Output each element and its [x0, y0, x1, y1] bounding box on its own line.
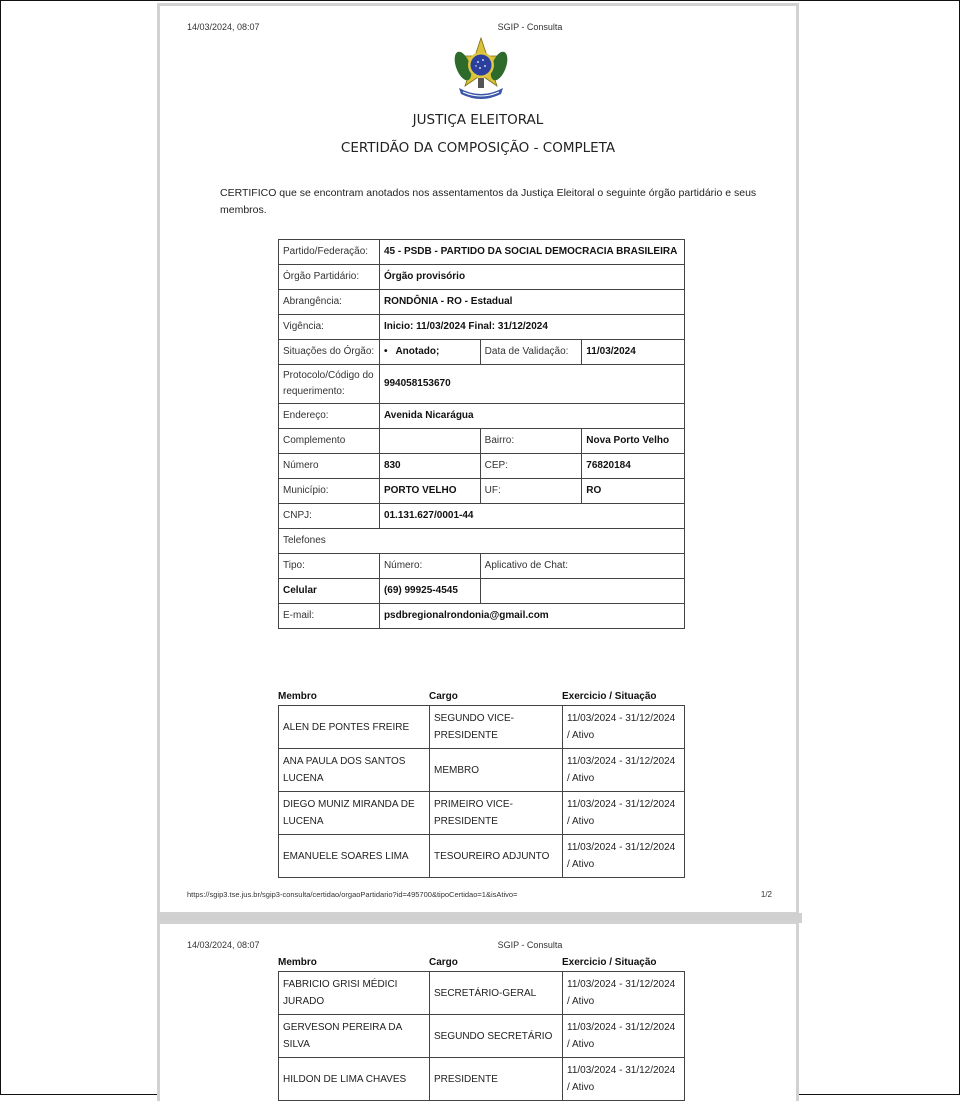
member-name: ANA PAULA DOS SANTOS LUCENA: [279, 749, 430, 792]
row-situacoes: [279, 340, 685, 365]
print-title: SGIP - Consulta: [497, 22, 563, 32]
numero-label: Número: [279, 454, 380, 479]
row-numero: [279, 454, 685, 479]
members-header: [278, 691, 685, 705]
print-title: SGIP - Consulta: [497, 940, 563, 950]
partido-label: Partido/Federação:: [279, 240, 380, 265]
tel-numero: (69) 99925-4545: [379, 579, 480, 604]
members-table-page2: [278, 971, 685, 1101]
certification-text: CERTIFICO que se encontram anotados nos assentamentos da Justiça Eleitoral o seguinte órgão partidário e seus membros.: [220, 187, 757, 216]
cep-label: CEP:: [480, 454, 582, 479]
endereco-value: Avenida Nicarágua: [379, 404, 684, 429]
document-page-2: [157, 921, 799, 1101]
chat-label: Aplicativo de Chat:: [480, 554, 684, 579]
row-municipio: [279, 479, 685, 504]
party-info-table: [278, 239, 685, 629]
member-cargo: MEMBRO: [430, 749, 563, 792]
municipio-value: PORTO VELHO: [379, 479, 480, 504]
member-periodo: 11/03/2024 - 31/12/2024 / Ativo: [563, 972, 685, 1015]
municipio-label: Município:: [279, 479, 380, 504]
orgao-value: Órgão provisório: [379, 265, 684, 290]
bullet-icon: •: [383, 346, 388, 357]
situacoes-label: Situações do Órgão:: [279, 340, 380, 365]
uf-value: RO: [582, 479, 685, 504]
email-value: psdbregionalrondonia@gmail.com: [379, 604, 684, 629]
row-vigencia: [279, 315, 685, 340]
member-periodo: 11/03/2024 - 31/12/2024 / Ativo: [563, 1015, 685, 1058]
members-header: [278, 957, 685, 971]
row-complemento: [279, 429, 685, 454]
member-row: [279, 749, 685, 792]
numero-tel-label: Número:: [379, 554, 480, 579]
member-periodo: 11/03/2024 - 31/12/2024 / Ativo: [563, 835, 685, 878]
row-telefones: [279, 529, 685, 554]
header-cargo: Cargo: [429, 957, 458, 968]
protocolo-label: Protocolo/Código do requerimento:: [279, 365, 380, 404]
header-exercicio: Exercicio / Situação: [562, 691, 657, 702]
member-row: [279, 1015, 685, 1058]
row-protocolo: [279, 365, 685, 404]
page-number: 1/2: [760, 890, 772, 899]
row-email: [279, 604, 685, 629]
tel-chat: [480, 579, 684, 604]
vigencia-value: Inicio: 11/03/2024 Final: 31/12/2024: [379, 315, 684, 340]
print-datetime: 14/03/2024, 08:07: [187, 22, 260, 32]
document-subtitle: CERTIDÃO DA COMPOSIÇÃO - COMPLETA: [340, 140, 616, 156]
header-membro: Membro: [278, 957, 317, 968]
header-membro: Membro: [278, 691, 317, 702]
member-name: DIEGO MUNIZ MIRANDA DE LUCENA: [279, 792, 430, 835]
uf-label: UF:: [480, 479, 582, 504]
members-section-page2: [278, 957, 685, 1101]
bairro-value: Nova Porto Velho: [582, 429, 685, 454]
validacao-label: Data de Validação:: [480, 340, 582, 365]
partido-value: 45 - PSDB - PARTIDO DA SOCIAL DEMOCRACIA BRASILEIRA: [379, 240, 684, 265]
complemento-label: Complemento: [279, 429, 380, 454]
situacoes-value: • Anotado;: [379, 340, 480, 365]
member-name: EMANUELE SOARES LIMA: [279, 835, 430, 878]
cep-value: 76820184: [582, 454, 685, 479]
member-row: [279, 972, 685, 1015]
print-datetime: 14/03/2024, 08:07: [187, 940, 260, 950]
member-name: GERVESON PEREIRA DA SILVA: [279, 1015, 430, 1058]
endereco-label: Endereço:: [279, 404, 380, 429]
validacao-value: 11/03/2024: [582, 340, 685, 365]
protocolo-value: 994058153670: [379, 365, 684, 404]
row-orgao: [279, 265, 685, 290]
member-cargo: SECRETÁRIO-GERAL: [430, 972, 563, 1015]
row-telefone: [279, 579, 685, 604]
email-label: E-mail:: [279, 604, 380, 629]
row-cnpj: [279, 504, 685, 529]
row-telefone-header: [279, 554, 685, 579]
print-url: https://sgip3.tse.jus.br/sgip3-consulta/certidao/orgaoPartidario?id=495700&tipoCertidao=1&isAtivo=: [187, 890, 518, 899]
numero-value: 830: [379, 454, 480, 479]
header-cargo: Cargo: [429, 691, 458, 702]
header-exercicio: Exercicio / Situação: [562, 957, 657, 968]
document-title: JUSTIÇA ELEITORAL: [412, 112, 544, 128]
member-periodo: 11/03/2024 - 31/12/2024 / Ativo: [563, 706, 685, 749]
row-partido: [279, 240, 685, 265]
document-page-1: [157, 3, 799, 915]
member-cargo: TESOUREIRO ADJUNTO: [430, 835, 563, 878]
bairro-label: Bairro:: [480, 429, 582, 454]
member-row: [279, 1058, 685, 1101]
member-row: [279, 706, 685, 749]
member-row: [279, 835, 685, 878]
member-name: HILDON DE LIMA CHAVES: [279, 1058, 430, 1101]
member-cargo: PRESIDENTE: [430, 1058, 563, 1101]
tel-tipo: Celular: [279, 579, 380, 604]
member-cargo: PRIMEIRO VICE-PRESIDENTE: [430, 792, 563, 835]
member-name: FABRICIO GRISI MÉDICI JURADO: [279, 972, 430, 1015]
tipo-label: Tipo:: [279, 554, 380, 579]
cnpj-value: 01.131.627/0001-44: [379, 504, 684, 529]
members-section-page1: [278, 691, 685, 878]
member-row: [279, 792, 685, 835]
abrangencia-value: RONDÔNIA - RO - Estadual: [379, 290, 684, 315]
member-name: ALEN DE PONTES FREIRE: [279, 706, 430, 749]
member-cargo: SEGUNDO VICE-PRESIDENTE: [430, 706, 563, 749]
member-periodo: 11/03/2024 - 31/12/2024 / Ativo: [563, 1058, 685, 1101]
row-endereco: [279, 404, 685, 429]
members-table-page1: [278, 705, 685, 878]
member-cargo: SEGUNDO SECRETÁRIO: [430, 1015, 563, 1058]
member-periodo: 11/03/2024 - 31/12/2024 / Ativo: [563, 749, 685, 792]
vigencia-label: Vigência:: [279, 315, 380, 340]
row-abrangencia: [279, 290, 685, 315]
complemento-value: [379, 429, 480, 454]
cnpj-label: CNPJ:: [279, 504, 380, 529]
orgao-label: Órgão Partidário:: [279, 265, 380, 290]
telefones-label: Telefones: [279, 529, 685, 554]
member-periodo: 11/03/2024 - 31/12/2024 / Ativo: [563, 792, 685, 835]
abrangencia-label: Abrangência:: [279, 290, 380, 315]
brazil-coat-of-arms-icon: [451, 36, 511, 106]
